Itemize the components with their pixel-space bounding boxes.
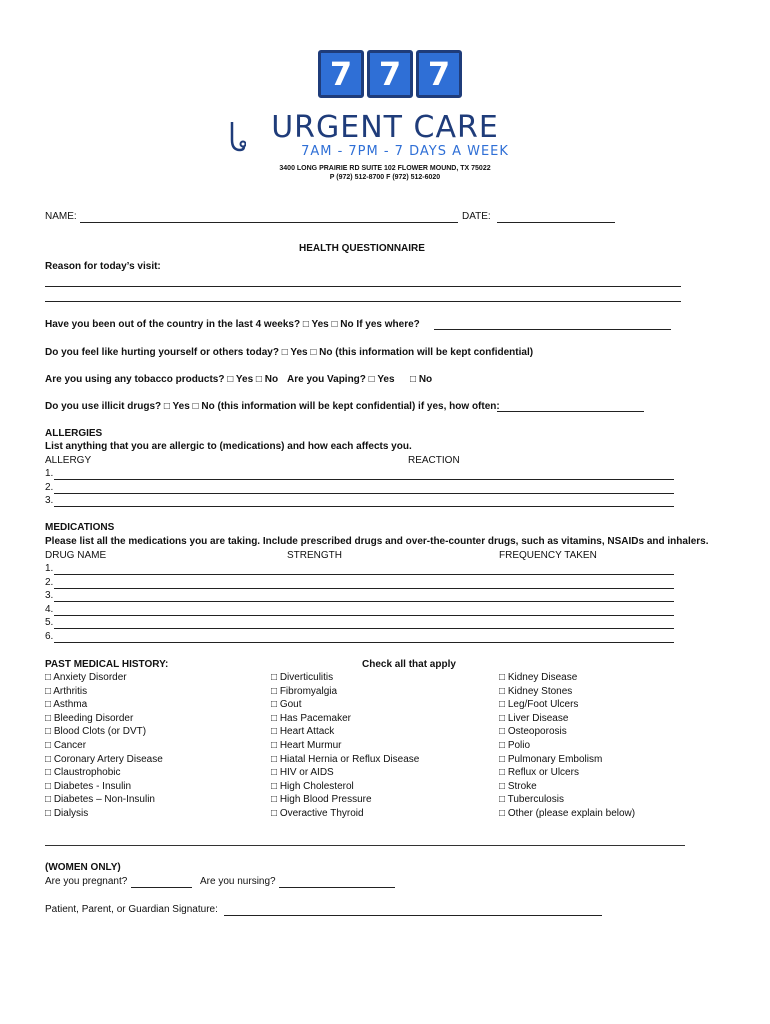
history-checkbox-item[interactable]: □ Overactive Thyroid: [271, 807, 364, 819]
history-checkbox-item[interactable]: □ Dialysis: [45, 807, 89, 819]
history-checkbox-item[interactable]: □ Reflux or Ulcers: [499, 767, 579, 779]
history-checkbox-item[interactable]: □ Tuberculosis: [499, 794, 564, 806]
history-checkbox-item[interactable]: □ Bleeding Disorder: [45, 712, 134, 724]
history-checkbox-item[interactable]: □ HIV or AIDS: [271, 767, 334, 779]
history-checkbox-item[interactable]: □ Pulmonary Embolism: [499, 753, 603, 765]
medication-row-field[interactable]: [54, 601, 674, 602]
form-title: HEALTH QUESTIONNAIRE: [299, 243, 425, 254]
history-checkbox-item[interactable]: □ Polio: [499, 739, 531, 751]
vaping-question: Are you Vaping? □ Yes: [287, 374, 395, 385]
drug-name-column-header: DRUG NAME: [45, 550, 107, 561]
logo-subtitle: 7AM - 7PM - 7 DAYS A WEEK: [301, 144, 509, 159]
frequency-column-header: FREQUENCY TAKEN: [499, 550, 597, 561]
logo-title: URGENT CARE: [271, 110, 499, 145]
history-checkbox-item[interactable]: □ Hiatal Hernia or Reflux Disease: [271, 753, 420, 765]
travel-location-field[interactable]: [434, 329, 671, 330]
tobacco-question: Are you using any tobacco products? □ Yes □ No: [45, 374, 279, 385]
medication-row-number: 6.: [45, 631, 54, 642]
history-checkbox-item[interactable]: □ Diabetes – Non-Insulin: [45, 794, 155, 806]
logo-digit: 7: [416, 50, 462, 98]
logo-digit: 7: [367, 50, 413, 98]
clinic-address: 3400 LONG PRAIRIE RD SUITE 102 FLOWER MOUND, TX 75022: [279, 165, 491, 172]
history-checkbox-item[interactable]: □ Asthma: [45, 699, 88, 711]
medication-row-number: 1.: [45, 563, 54, 574]
medication-row-field[interactable]: [54, 574, 674, 575]
explain-field-line[interactable]: [45, 845, 685, 846]
history-checkbox-item[interactable]: □ Kidney Disease: [499, 672, 578, 683]
strength-column-header: STRENGTH: [287, 550, 342, 561]
history-checkbox-item[interactable]: □ Arthritis: [45, 685, 88, 697]
reaction-column-header: REACTION: [408, 455, 460, 466]
medication-row-field[interactable]: [54, 642, 674, 643]
history-checkbox-item[interactable]: □ Anxiety Disorder: [45, 672, 127, 683]
nursing-field[interactable]: [279, 887, 395, 888]
logo-digit: 7: [318, 50, 364, 98]
medication-row-field[interactable]: [54, 588, 674, 589]
history-column-2: [271, 671, 419, 821]
history-checkbox-item[interactable]: □ Leg/Foot Ulcers: [499, 699, 579, 711]
allergies-heading: ALLERGIES: [45, 428, 103, 439]
vaping-no-option[interactable]: □ No: [410, 374, 433, 385]
history-checkbox-item[interactable]: □ Fibromyalgia: [271, 685, 338, 697]
drugs-frequency-field[interactable]: [497, 411, 644, 412]
history-checkbox-item[interactable]: □ Has Pacemaker: [271, 712, 351, 724]
history-checkbox-item[interactable]: □ Other (please explain below): [499, 807, 636, 819]
allergy-row-field[interactable]: [54, 479, 674, 480]
history-checkbox-item[interactable]: □ Diabetes - Insulin: [45, 780, 132, 792]
name-field[interactable]: [80, 222, 458, 223]
history-checkbox-item[interactable]: □ High Cholesterol: [271, 780, 354, 792]
medication-row-number: 2.: [45, 577, 54, 588]
allergy-row-field[interactable]: [54, 493, 674, 494]
reason-label: Reason for today’s visit:: [45, 261, 161, 272]
allergies-instruction: List anything that you are allergic to (medications) and how each affects you.: [45, 441, 412, 452]
allergy-row-number: 3.: [45, 495, 54, 506]
medication-row-number: 3.: [45, 590, 54, 601]
history-checkbox-item[interactable]: □ Claustrophobic: [45, 767, 121, 779]
check-all-note: Check all that apply: [362, 659, 456, 670]
self-harm-question: Do you feel like hurting yourself or others today? □ Yes □ No (this information will be kept confidential): [45, 347, 534, 358]
allergy-column-header: ALLERGY: [45, 455, 92, 466]
history-checkbox-item[interactable]: □ Stroke: [499, 780, 537, 792]
history-column-3: [499, 671, 635, 821]
history-heading: PAST MEDICAL HISTORY:: [45, 659, 169, 670]
history-checkbox-item[interactable]: □ Liver Disease: [499, 712, 569, 724]
date-field[interactable]: [497, 222, 615, 223]
travel-question: Have you been out of the country in the last 4 weeks? □ Yes □ No If yes where?: [45, 319, 420, 330]
allergy-row-number: 2.: [45, 482, 54, 493]
medications-instruction: Please list all the medications you are taking. Include prescribed drugs and over-the-counter drugs, such as vitamins, NSAIDs and inhalers.: [45, 536, 709, 547]
name-label: NAME:: [45, 211, 77, 222]
date-label: DATE:: [462, 211, 491, 222]
history-checkbox-item[interactable]: □ Gout: [271, 699, 302, 711]
medication-row-field[interactable]: [54, 615, 674, 616]
reason-field-line-1[interactable]: [45, 286, 681, 287]
women-only-heading: (WOMEN ONLY): [45, 862, 121, 873]
medications-heading: MEDICATIONS: [45, 522, 115, 533]
history-checkbox-item[interactable]: □ Osteoporosis: [499, 726, 567, 738]
history-checkbox-item[interactable]: □ Heart Murmur: [271, 739, 342, 751]
pregnant-label: Are you pregnant?: [45, 876, 128, 887]
signature-field[interactable]: [224, 915, 602, 916]
history-checkbox-item[interactable]: □ High Blood Pressure: [271, 794, 372, 806]
history-checkbox-item[interactable]: □ Heart Attack: [271, 726, 335, 738]
history-checkbox-item[interactable]: □ Blood Clots (or DVT): [45, 726, 147, 738]
drugs-question: Do you use illicit drugs? □ Yes □ No (this information will be kept confidential) if yes, how often:: [45, 401, 500, 412]
medication-row-number: 4.: [45, 604, 54, 615]
pregnant-field[interactable]: [131, 887, 192, 888]
signature-label: Patient, Parent, or Guardian Signature:: [45, 904, 218, 915]
allergy-row-field[interactable]: [54, 506, 674, 507]
allergy-row-number: 1.: [45, 468, 54, 479]
history-checkbox-item[interactable]: □ Cancer: [45, 739, 87, 751]
medication-row-field[interactable]: [54, 628, 674, 629]
history-column-1: [45, 671, 163, 821]
history-checkbox-item[interactable]: □ Diverticulitis: [271, 672, 334, 683]
history-checkbox-item[interactable]: □ Kidney Stones: [499, 685, 573, 697]
medication-row-number: 5.: [45, 617, 54, 628]
reason-field-line-2[interactable]: [45, 301, 681, 302]
history-checkbox-item[interactable]: □ Coronary Artery Disease: [45, 753, 163, 765]
logo-digits: [318, 50, 462, 98]
clinic-phone: P (972) 512-8700 F (972) 512-6020: [329, 174, 441, 181]
nursing-label: Are you nursing?: [200, 876, 276, 887]
